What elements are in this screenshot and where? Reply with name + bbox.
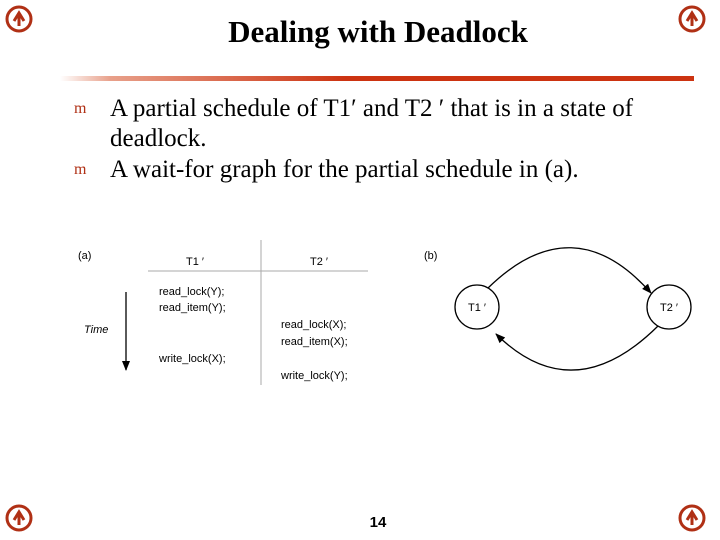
edge-t2-to-t1 bbox=[496, 326, 658, 370]
bullet-text: A wait-for graph for the partial schedule in (a). bbox=[110, 156, 579, 183]
m-bullet-icon: m bbox=[74, 161, 87, 178]
edge-t1-to-t2 bbox=[488, 248, 651, 293]
figure-a-label: (a) bbox=[78, 250, 92, 262]
page-number: 14 bbox=[369, 514, 387, 531]
t2-op: write_lock(Y); bbox=[281, 370, 348, 382]
t1-op: read_lock(Y); bbox=[159, 286, 225, 298]
col-header-t1: T1 ′ bbox=[186, 256, 204, 268]
t1-op: write_lock(X); bbox=[159, 353, 226, 365]
m-bullet-icon: m bbox=[74, 100, 87, 117]
graph-node-t1-label: T1 ′ bbox=[468, 302, 486, 314]
time-label: Time bbox=[84, 324, 109, 336]
t2-op: read_lock(X); bbox=[281, 319, 347, 331]
col-header-t2: T2 ′ bbox=[310, 256, 328, 268]
figure-b-label: (b) bbox=[424, 250, 438, 262]
bullet-text: A partial schedule of T1′ and T2 ′ that is in a state of deadlock. bbox=[110, 95, 634, 152]
t2-op: read_item(X); bbox=[281, 336, 348, 348]
graph-node-t2-label: T2 ′ bbox=[660, 302, 678, 314]
slide-title: Dealing with Deadlock bbox=[228, 14, 528, 49]
t1-op: read_item(Y); bbox=[159, 302, 226, 314]
